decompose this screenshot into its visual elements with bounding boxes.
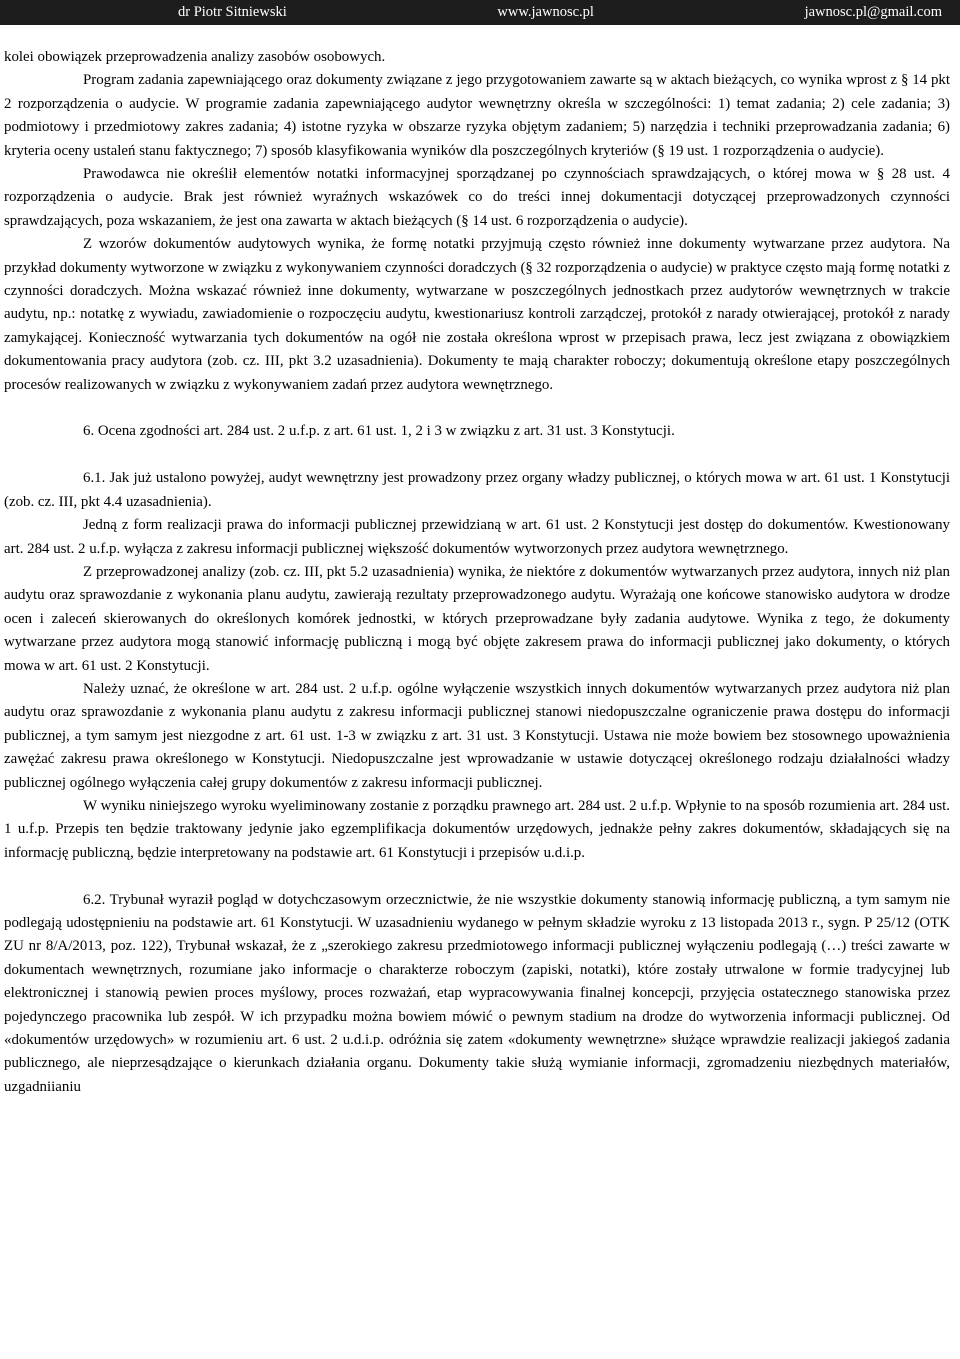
paragraph-wylaczenie: Należy uznać, że określone w art. 284 ust. 2 u.f.p. ogólne wyłączenie wszystkich innych dokumentów wytwarzanych przez audytora niż plan audytu oraz sprawozdanie z wykonania planu audytu z zakresu informacji publicznej stanowi niedopuszczalne ograniczenie prawa dostępu do informacji publicznej, a tym samym jest niezgodne z art. 61 ust. 1-3 w związku z art. 31 ust. 3 Konstytucji. Ustawa nie może bowiem bez stosownego upoważnienia zawężać zakresu prawa określonego w Konstytucji. Niedopuszczalne jest wprowadzanie w ustawie dotyczącej określonego rodzaju działalności władzy publicznej ogólnego wyłączenia całej grupy dokumentów z zakresu informacji publicznej. <box>4 680 950 791</box>
header-author: dr Piotr Sitniewski <box>178 4 287 20</box>
paragraph-analiza: Z przeprowadzonej analizy (zob. cz. III, pkt 5.2 uzasadnienia) wynika, że niektóre z dokumentów wytwarzanych przez audytora, innych niż plan audytu oraz sprawozdanie z wykonania planu audytu, zawierają rezultaty przeprowadzonego audytu. Wyrażają one końcowe stanowisko audytora w drodze ocen i zaleceń skierowanych do określonych komórek jednostki, w których przeprowadzane były zadania audytowe. Wynika z tego, że dokumenty wytwarzane przez audytora mogą stanowić informację publiczną i mogą być objęte zakresem prawa do informacji publicznej jako dokumenty, o których mowa w art. 61 ust. 2 Konstytucji. <box>4 563 950 674</box>
header-email[interactable]: jawnosc.pl@gmail.com <box>804 4 942 20</box>
paragraph-wynik-wyroku: W wyniku niniejszego wyroku wyeliminowany zostanie z porządku prawnego art. 284 ust. 2 u.f.p. Wpłynie to na sposób rozumienia art. 284 ust. 1 u.f.p. Przepis ten będzie traktowany jedynie jako egzemplifikacja dokumentów urzędowych, jednakże pełny zakres dokumentów, składających się na informację publiczną, będzie interpretowany na podstawie art. 61 Konstytucji i przepisów u.d.i.p. <box>4 797 950 861</box>
document-body <box>4 46 950 1099</box>
page-header <box>0 0 960 25</box>
section-heading-6: 6. Ocena zgodności art. 284 ust. 2 u.f.p. z art. 61 ust. 1, 2 i 3 w związku z art. 31 ust. 3 Konstytucji. <box>83 423 675 440</box>
paragraph-program-zadania: Program zadania zapewniającego oraz dokumenty związane z jego przygotowaniem zawarte są w aktach bieżących, co wynika wprost z § 14 pkt 2 rozporządzenia o audycie. W programie zadania zapewniającego audytor wewnętrzny określa w szczególności: 1) temat zadania; 2) cele zadania; 3) podmiotowy i przedmiotowy zakres zadania; 4) istotne ryzyka w obszarze ryzyka objętym zadaniem; 5) narzędzia i techniki przeprowadzania zadania; 6) kryteria oceny ustaleń stanu faktycznego; 7) sposób klasyfikowania wyników dla poszczególnych kryteriów (§ 19 ust. 1 rozporządzenia o audycie). <box>4 72 950 159</box>
paragraph-prawodawca: Prawodawca nie określił elementów notatki informacyjnej sporządzanej po czynnościach sprawdzających, o której mowa w § 28 ust. 4 rozporządzenia o audycie. Brak jest również wyraźnych wskazówek co do treści innej dokumentacji dotyczącej przeprowadzonych czynności sprawdzających, poza wskazaniem, że jest ona zawarta w aktach bieżących (§ 14 ust. 6 rozporządzenia o audycie). <box>4 166 950 229</box>
paragraph-dostep-do-dokumentow: Jedną z form realizacji prawa do informacji publicznej przewidzianą w art. 61 ust. 2 Konstytucji jest dostęp do dokumentów. Kwestionowany art. 284 ust. 2 u.f.p. wyłącza z zakresu informacji publicznej większość dokumentów wytworzonych przez audytora wewnętrznego. <box>4 517 950 557</box>
paragraph-6-2: 6.2. Trybunał wyraził pogląd w dotychczasowym orzecznictwie, że nie wszystkie dokumenty stanowią informację publiczną, a tym samym nie podlegają udostępnieniu na podstawie art. 61 Konstytucji. W uzasadnieniu wydanego w pełnym składzie wyroku z 13 listopada 2013 r., sygn. P 25/12 (OTK ZU nr 8/A/2013, poz. 122), Trybunał wskazał, że z „szerokiego zakresu przedmiotowego informacji publicznej wyłączeniu podlegają (…) treści zawarte w dokumentach wewnętrznych, rozumiane jako informacje o charakterze roboczym (zapiski, notatki), które zostały utrwalone w formie tradycyjnej lub elektronicznej i stanowią pewien proces myślowy, proces rozważań, etap wypracowywania finalnej koncepcji, przyjęcia ostatecznego stanowiska przez pojedynczego pracownika lub zespół. W ich przypadku można bowiem mówić o pewnym stadium na drodze do wytworzenia informacji publicznej. Od «dokumentów urzędowych» w rozumieniu art. 6 ust. 2 u.d.i.p. odróżnia się zatem «dokumenty wewnętrzne» służące wprawdzie realizacji jakiegoś zadania publicznego, ale nieprzesądzające o kierunkach działania organu. Dokumenty takie służą wymianie informacji, zgromadzeniu niezbędnych materiałów, uzgadniianiu <box>4 891 950 1095</box>
paragraph-6-1: 6.1. Jak już ustalono powyżej, audyt wewnętrzny jest prowadzony przez organy władzy publicznej, o których mowa w art. 61 ust. 1 Konstytucji (zob. cz. III, pkt 4.4 uzasadnienia). <box>4 470 950 510</box>
paragraph-continuation: kolei obowiązek przeprowadzenia analizy zasobów osobowych. <box>4 49 386 65</box>
paragraph-wzory-dokumentow: Z wzorów dokumentów audytowych wynika, że formę notatki przyjmują często również inne dokumenty wytwarzane przez audytora. Na przykład dokumenty wytworzone w związku z wykonywaniem czynności doradczych (§ 32 rozporządzenia o audycie) w praktyce często mają formę notatki z czynności doradczych. Można wskazać również inne dokumenty, wytwarzane w poszczególnych jednostkach przez audytorów wewnętrznych w trakcie audytu, np.: notatkę z wywiadu, zawiadomienie o rozpoczęciu audytu, kwestionariusz kontroli zarządczej, protokół z narady otwierającej, protokół z narady zamykającej. Konieczność wytwarzania tych dokumentów na ogół nie została określona wprost w przepisach prawa, lecz jest związana z obowiązkiem dokumentowania pracy audytora (zob. cz. III, pkt 3.2 uzasadnienia). Dokumenty te mają charakter roboczy; dokumentują określone etapy poszczególnych procesów realizowanych w związku z wykonywaniem zadań przez audytora wewnętrznego. <box>4 236 951 393</box>
header-website[interactable]: www.jawnosc.pl <box>497 4 594 20</box>
